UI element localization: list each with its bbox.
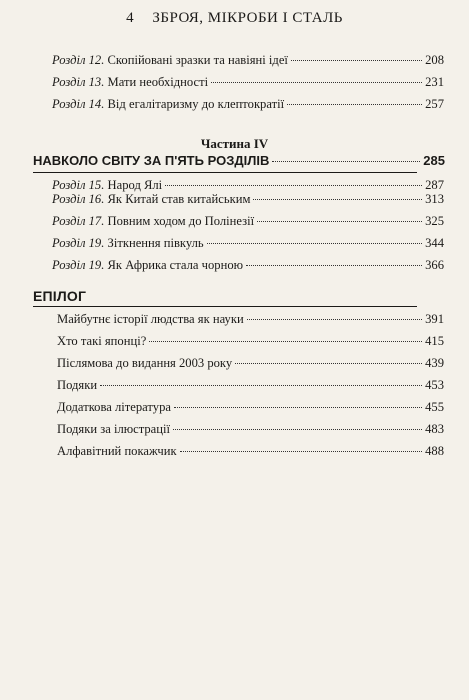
- toc-entry[interactable]: Алфавітний покажчик 488: [57, 444, 444, 458]
- toc-entry[interactable]: Розділ 13. Мати необхідності 231: [52, 75, 444, 89]
- page-number: 4: [126, 10, 135, 26]
- toc-entry[interactable]: Розділ 14. Від егалітаризму до клептократії 257: [52, 97, 444, 111]
- toc-page-number: 344: [425, 236, 444, 250]
- toc-page-number: 313: [425, 192, 444, 206]
- toc-entry[interactable]: Подяки за ілюстрації 483: [57, 422, 444, 436]
- toc-entry[interactable]: Хто такі японці? 415: [57, 334, 444, 348]
- toc-page-number: 488: [425, 444, 444, 458]
- part-heading: Частина IV: [200, 136, 269, 151]
- book-title: ЗБРОЯ, МІКРОБИ І СТАЛЬ: [152, 10, 343, 26]
- toc-page-number: 453: [425, 378, 444, 392]
- toc-page-number: 439: [425, 356, 444, 370]
- toc-entry[interactable]: Розділ 12. Скопійовані зразки та навіяні ідеї 208: [52, 53, 444, 67]
- toc-page-number: 455: [425, 400, 444, 414]
- epilogue-heading: ЕПІЛОГ: [33, 288, 87, 304]
- toc-page-number: 325: [425, 214, 444, 228]
- toc-entry[interactable]: Післямова до видання 2003 року 439: [57, 356, 444, 370]
- toc-page-number: 208: [425, 53, 444, 67]
- part-title-entry[interactable]: НАВКОЛО СВІТУ ЗА П'ЯТЬ РОЗДІЛІВ 285: [33, 153, 445, 168]
- toc-entry[interactable]: Додаткова література 455: [57, 400, 444, 414]
- toc-page-number: 366: [425, 258, 444, 272]
- toc-page-number: 231: [425, 75, 444, 89]
- running-header: [0, 10, 469, 27]
- toc-page-number: 483: [425, 422, 444, 436]
- toc-page-number: 287: [425, 178, 444, 192]
- toc-page-number: 285: [423, 153, 445, 168]
- toc-page-number: 415: [425, 334, 444, 348]
- section-rule: [33, 172, 417, 173]
- toc-page-number: 391: [425, 312, 444, 326]
- toc-entry[interactable]: Розділ 19. Зіткнення півкуль 344: [52, 236, 444, 250]
- toc-entry[interactable]: Розділ 17. Повним ходом до Полінезії 325: [52, 214, 444, 228]
- toc-page-number: 257: [425, 97, 444, 111]
- toc-entry[interactable]: Майбутнє історії людства як науки 391: [57, 312, 444, 326]
- section-rule: [33, 306, 417, 307]
- toc-entry[interactable]: Подяки 453: [57, 378, 444, 392]
- toc-entry[interactable]: Розділ 16. Як Китай став китайським 313: [52, 192, 444, 206]
- toc-entry[interactable]: Розділ 19. Як Африка стала чорною 366: [52, 258, 444, 272]
- toc-entry[interactable]: Розділ 15. Народ Ялі 287: [52, 178, 444, 192]
